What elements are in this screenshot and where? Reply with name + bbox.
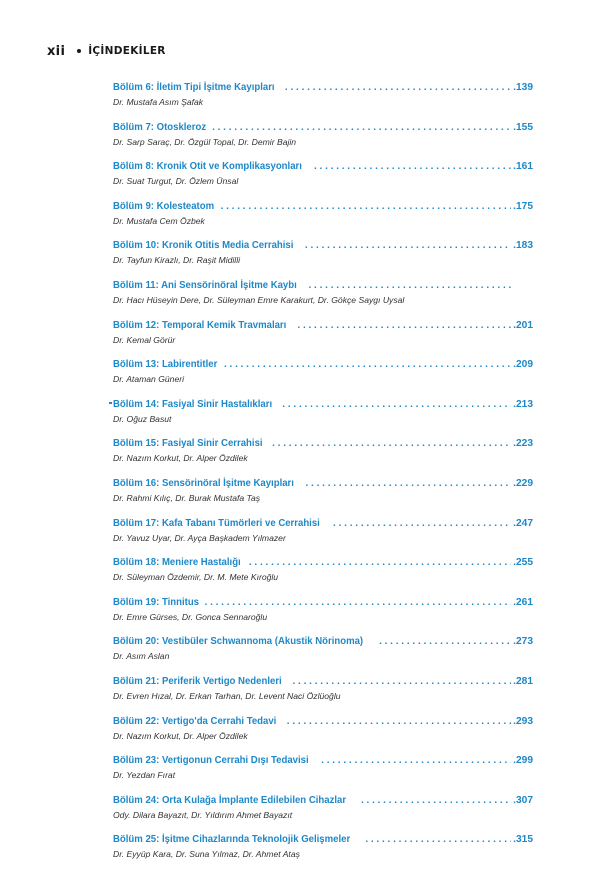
dot-leader: [361, 793, 511, 808]
toc-entry[interactable]: [113, 476, 533, 516]
chapter-authors: Dr. Rahmi Kılıç, Dr. Burak Mustafa Taş: [113, 492, 261, 503]
chapter-authors: Dr. Sarp Saraç, Dr. Özgül Topal, Dr. Demir Bajin: [113, 136, 297, 147]
chapter-authors: Dr. Yezdan Fırat: [113, 770, 176, 781]
chapter-page-number[interactable]: .247: [513, 517, 533, 529]
toc-entry[interactable]: [113, 357, 533, 397]
chapter-page-number[interactable]: .213: [513, 398, 533, 410]
chapter-authors: Dr. Nazım Korkut, Dr. Alper Özdilek: [113, 730, 248, 741]
toc-entry[interactable]: [113, 634, 533, 674]
dot-leader: [333, 516, 511, 531]
toc-entry[interactable]: [113, 80, 533, 120]
chapter-authors: Dr. Emre Gürses, Dr. Gonca Sennaroğlu: [113, 611, 268, 622]
chapter-title[interactable]: Bölüm 25: İşitme Cihazlarında Teknolojik Gelişmeler: [113, 834, 351, 846]
chapter-authors: Dr. Suat Turgut, Dr. Özlem Ünsal: [113, 176, 239, 187]
toc-entry[interactable]: [113, 238, 533, 278]
dot-leader: [321, 753, 511, 768]
dot-leader: [285, 80, 511, 95]
toc-entry-line[interactable]: [113, 793, 533, 808]
toc-entry-line[interactable]: [113, 595, 533, 610]
chapter-title[interactable]: Bölüm 23: Vertigonun Cerrahi Dışı Tedavisi: [113, 755, 309, 767]
chapter-authors: Dr. Hacı Hüseyin Dere, Dr. Süleyman Emre Karakurt, Dr. Gökçe Saygı Uysal: [113, 294, 405, 305]
toc-entry-line[interactable]: [113, 476, 533, 491]
toc-entry[interactable]: [113, 555, 533, 595]
chapter-title[interactable]: Bölüm 6: İletim Tipi İşitme Kayıpları: [113, 82, 275, 93]
chapter-title[interactable]: Bölüm 14: Fasiyal Sinir Hastalıkları: [113, 398, 273, 410]
toc-entry[interactable]: [113, 595, 533, 635]
chapter-authors: Dr. Tayfun Kirazlı, Dr. Raşit Midilli: [113, 255, 241, 266]
toc-entry-line[interactable]: [113, 159, 533, 174]
chapter-page-number[interactable]: .209: [513, 359, 533, 371]
toc-entry[interactable]: [113, 516, 533, 556]
chapter-page-number[interactable]: .255: [513, 557, 533, 569]
toc-entry-line[interactable]: [113, 516, 533, 531]
chapter-page-number[interactable]: .293: [513, 715, 533, 727]
toc-entry-line[interactable]: [113, 753, 533, 768]
chapter-title[interactable]: Bölüm 18: Meniere Hastalığı: [113, 557, 241, 569]
chapter-authors: Dr. Ataman Güneri: [113, 374, 185, 385]
toc-entry-line[interactable]: [113, 318, 533, 333]
chapter-page-number[interactable]: .155: [513, 121, 533, 133]
chapter-title[interactable]: Bölüm 9: Kolesteatom: [113, 200, 215, 212]
chapter-title[interactable]: Bölüm 15: Fasiyal Sinir Cerrahisi: [113, 438, 263, 450]
toc-entry[interactable]: [113, 199, 533, 239]
chapter-title[interactable]: Bölüm 12: Temporal Kemik Travmaları: [113, 319, 287, 331]
chapter-title[interactable]: Bölüm 13: Labirentitler: [113, 359, 218, 371]
chapter-title[interactable]: Bölüm 16: Sensörinöral İşitme Kayıpları: [113, 477, 294, 489]
chapter-title[interactable]: Bölüm 11: Ani Sensörinöral İşitme Kaybı: [113, 279, 297, 291]
dot-leader: [282, 397, 511, 412]
dot-leader: [249, 555, 511, 570]
chapter-authors: Dr. Yavuz Uyar, Dr. Ayça Başkadem Yılmazer: [113, 532, 286, 543]
chapter-page-number[interactable]: .161: [513, 161, 533, 173]
dot-leader: [205, 595, 511, 610]
toc-entry-line[interactable]: [113, 436, 533, 451]
toc-entry-line[interactable]: [113, 278, 533, 293]
toc-entry[interactable]: [113, 159, 533, 199]
chapter-page-number[interactable]: .307: [513, 794, 533, 806]
toc-entry-line[interactable]: [113, 238, 533, 253]
toc-entry[interactable]: [113, 674, 533, 714]
chapter-page-number[interactable]: .201: [513, 319, 533, 331]
toc-entry-line[interactable]: [113, 357, 533, 372]
dot-leader: [297, 318, 511, 333]
dot-leader: [379, 634, 511, 649]
chapter-authors: Dr. Nazım Korkut, Dr. Alper Özdilek: [113, 453, 248, 464]
dot-leader: [224, 357, 511, 372]
toc-entry[interactable]: [113, 397, 533, 437]
dot-leader: [292, 674, 511, 689]
toc-entry[interactable]: [113, 278, 533, 318]
chapter-title[interactable]: Bölüm 17: Kafa Tabanı Tümörleri ve Cerrahisi: [113, 517, 320, 529]
toc-entry[interactable]: [113, 793, 533, 833]
toc-entry-line[interactable]: [113, 674, 533, 689]
chapter-page-number[interactable]: .315: [513, 834, 533, 846]
page-header: [47, 42, 166, 60]
chapter-page-number[interactable]: .299: [513, 755, 533, 767]
toc-entry-line[interactable]: [113, 120, 533, 135]
dot-leader: [221, 199, 511, 214]
chapter-authors: Dr. Kemal Görür: [113, 334, 176, 345]
toc-entry[interactable]: [113, 753, 533, 793]
page-number: xii: [47, 43, 66, 59]
table-of-contents: [113, 80, 533, 872]
dot-leader: [306, 476, 512, 491]
toc-entry-line[interactable]: [113, 634, 533, 649]
chapter-authors: Dr. Oğuz Basut: [113, 413, 172, 424]
chapter-authors: Dr. Evren Hızal, Dr. Erkan Tarhan, Dr. Levent Naci Özlüoğlu: [113, 690, 341, 701]
chapter-authors: Dr. Mustafa Asım Şafak: [113, 97, 204, 107]
dot-leader: [272, 436, 511, 451]
toc-entry-line[interactable]: [113, 397, 533, 412]
chapter-title[interactable]: Bölüm 20: Vestibüler Schwannoma (Akustik Nörinoma): [113, 636, 364, 648]
dot-leader: [314, 159, 511, 174]
toc-entry-line[interactable]: [113, 714, 533, 729]
toc-entry[interactable]: [113, 436, 533, 476]
chapter-page-number[interactable]: .261: [513, 596, 533, 608]
chapter-authors: Dr. Süleyman Özdemir, Dr. M. Mete Kıroğlu: [113, 572, 279, 583]
toc-entry[interactable]: [113, 714, 533, 754]
chapter-authors: Ody. Dilara Bayazıt, Dr. Yıldırım Ahmet Bayazıt: [113, 809, 293, 820]
toc-entry-line[interactable]: [113, 832, 533, 847]
chapter-title[interactable]: Bölüm 24: Orta Kulağa İmplante Edilebilen Cihazlar: [113, 794, 347, 806]
chapter-authors: Dr. Eyyüp Kara, Dr. Suna Yılmaz, Dr. Ahmet Ataş: [113, 849, 300, 860]
chapter-page-number[interactable]: .139: [513, 82, 533, 93]
chapter-authors: Dr. Mustafa Cem Özbek: [113, 215, 205, 226]
chapter-page-number[interactable]: .183: [513, 240, 533, 252]
chapter-page-number[interactable]: .273: [513, 636, 533, 648]
dot-leader: [287, 714, 511, 729]
chapter-page-number[interactable]: .175: [513, 200, 533, 212]
chapter-title[interactable]: Bölüm 21: Periferik Vertigo Nedenleri: [113, 675, 282, 687]
chapter-title[interactable]: Bölüm 22: Vertigo'da Cerrahi Tedavi: [113, 715, 277, 727]
chapter-title[interactable]: Bölüm 8: Kronik Otit ve Komplikasyonları: [113, 161, 302, 173]
toc-entry[interactable]: [113, 832, 533, 872]
chapter-title[interactable]: Bölüm 19: Tinnitus: [113, 596, 200, 608]
margin-mark: [109, 402, 112, 404]
section-title: İÇİNDEKİLER: [88, 45, 166, 57]
toc-entry[interactable]: [113, 318, 533, 358]
chapter-page-number[interactable]: .281: [513, 675, 533, 687]
dot-leader: [212, 120, 511, 135]
toc-entry-line[interactable]: [113, 555, 533, 570]
bullet-separator: [77, 49, 81, 53]
toc-entry-line[interactable]: [113, 80, 533, 95]
dot-leader: [309, 278, 512, 293]
dot-leader: [365, 832, 511, 847]
chapter-authors: Dr. Asım Aslan: [113, 651, 170, 662]
toc-entry[interactable]: [113, 120, 533, 160]
chapter-title[interactable]: Bölüm 10: Kronik Otitis Media Cerrahisi: [113, 240, 294, 252]
toc-entry-line[interactable]: [113, 199, 533, 214]
chapter-page-number[interactable]: .223: [513, 438, 533, 450]
chapter-title[interactable]: Bölüm 7: Otoskleroz: [113, 121, 207, 133]
chapter-page-number[interactable]: .229: [513, 477, 533, 489]
dot-leader: [305, 238, 511, 253]
